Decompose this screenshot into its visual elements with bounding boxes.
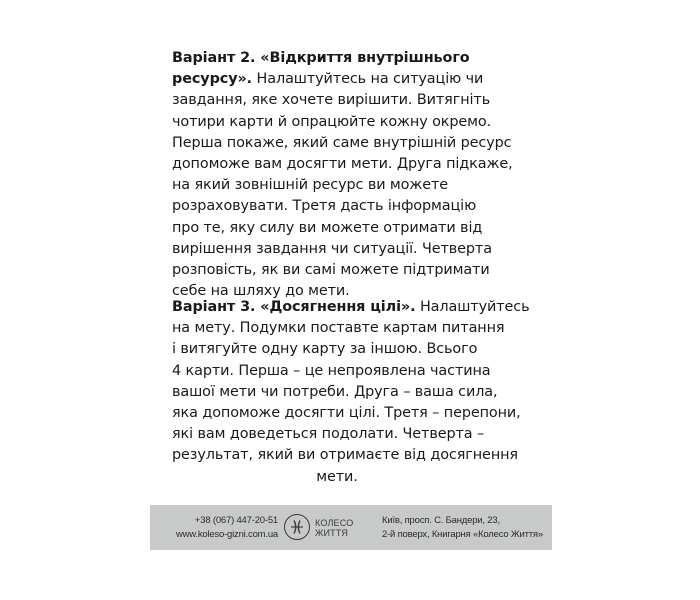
logo-line-2: ЖИТТЯ [315,528,349,538]
variant-2-line: себе на шляху до мети. [172,283,350,300]
variant-3-paragraph [172,297,532,488]
logo-line-1: КОЛЕСО [315,518,354,528]
variant-2-line: чотири карти й опрацюйте кожну окремо. [172,113,492,130]
publisher-logo [284,514,376,542]
variant-3-line: на мету. Подумки поставте картам питання [172,320,505,337]
variant-3-text: Налаштуйтесь [415,299,530,315]
website-link[interactable]: www.koleso-gizni.com.ua [175,529,278,540]
variant-3-line: яка допоможе досягти цілі. Третя – перепони, [172,405,521,422]
variant-2-line: Перша покаже, який саме внутрішній ресурс [172,134,512,151]
logo-wordmark [315,518,353,538]
phone-number: +38 (067) 447-20-51 [194,515,278,526]
variant-3-line [172,297,532,318]
variant-2-heading: Варіант 2. «Відкриття внутрішнього [172,50,470,66]
variant-2-text: Налаштуйтесь на ситуацію чи [252,71,484,88]
variant-2-line: вирішення завдання чи ситуації. Четверта [172,240,492,257]
variant-2-line [172,48,532,69]
address-line-2: 2-й поверх, Книгарня «Колесо Життя» [382,529,543,540]
variant-2-line: допоможе вам досягти мети. Друга підкаже, [172,156,513,173]
variant-2-line: на який зовнішній ресурс ви можете [172,177,449,194]
variant-3-line: мети. [316,468,358,485]
variant-2-paragraph [172,48,532,302]
variant-2-line: розповість, як ви самі можете підтримати [172,262,490,279]
variant-3-heading: Варіант 3. «Досягнення цілі». [172,299,416,315]
variant-3-line: 4 карти. Перша – це непроявлена частина [172,362,491,379]
address-line-1: Київ, просп. С. Бандери, 23, [382,515,500,526]
variant-2-line: розраховувати. Третя дасть інформацію [172,198,477,215]
variant-2-line: про те, яку силу ви можете отримати від [172,219,483,236]
variant-3-line: які вам доведеться подолати. Четверта – [172,426,485,443]
variant-2-line: завдання, яке хочете вирішити. Витягніть [172,92,491,109]
variant-2-line [172,69,532,90]
footer-address [382,514,547,542]
footer-band [150,505,552,550]
book-page [150,40,552,550]
variant-3-line: і витягуйте одну карту за іншою. Всього [172,341,478,358]
wheel-logo-icon [284,514,310,540]
variant-3-line: результат, який ви отримаєте від досягнення [172,447,518,464]
variant-3-line: вашої мети чи потреби. Друга – ваша сила, [172,383,498,400]
footer-contacts [166,514,278,542]
variant-2-heading-cont: ресурсу». [172,71,253,88]
